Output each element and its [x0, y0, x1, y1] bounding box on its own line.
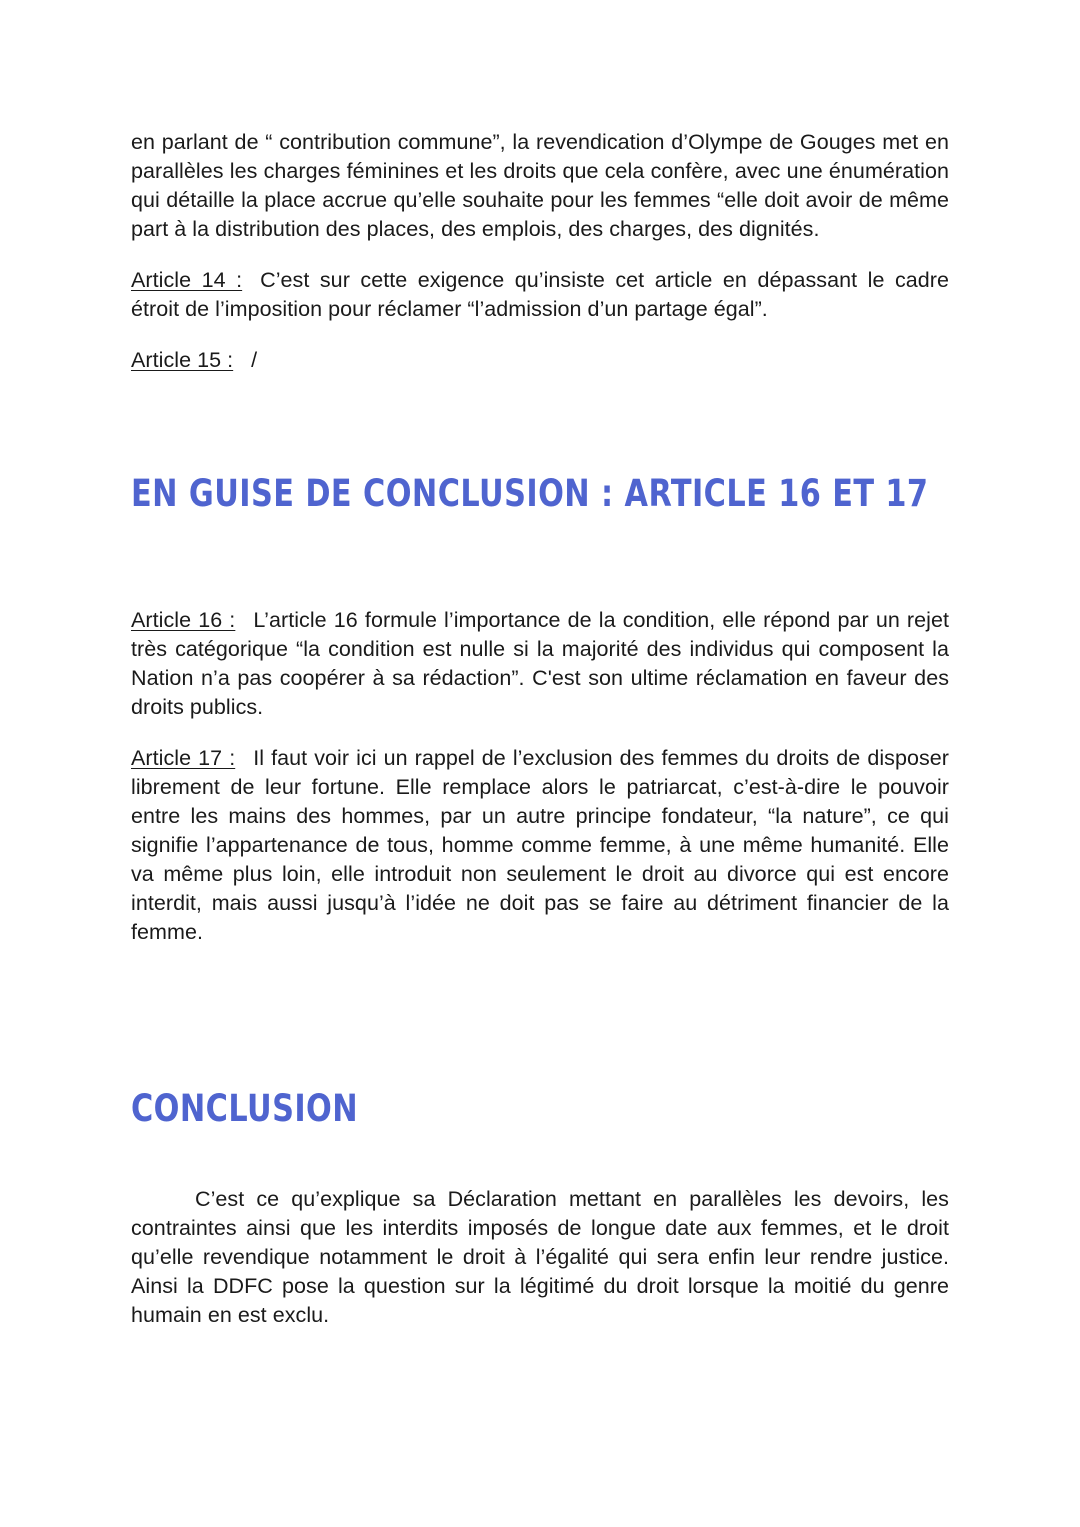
section-heading-article-16-17: EN GUISE DE CONCLUSION : ARTICLE 16 ET 17	[131, 472, 929, 515]
article-17-text: Il faut voir ici un rappel de l’exclusion des femmes du droits de disposer librement de leur fortune. Elle remplace alors le patriarcat, c’est-à-dire le pouvoir entre les mains des hommes, par un autre principe fondateur, “la nature”, ce qui signifie l’appartenance de tous, homme comme femme, à une même humanité. Elle va même plus loin, elle introduit non seulement le droit au divorce qui est encore interdit, mais aussi jusqu’à l’idée ne doit pas se faire au détriment financier de la femme.	[131, 746, 949, 944]
article-16-text: L’article 16 formule l’importance de la condition, elle répond par un rejet très catégorique “la condition est nulle si la majorité des individus qui composent la Nation n’a pas coopérer à sa rédaction”. C'est son ultime réclamation en faveur des droits publics.	[131, 608, 950, 719]
article-14-text: C’est sur cette exigence qu’insiste cet article en dépassant le cadre étroit de l’imposition pour réclamer “l’admission d’un partage égal”.	[131, 268, 949, 321]
article-14-label: Article 14 :	[131, 268, 243, 292]
article-15-text: /	[251, 348, 258, 372]
article-17-paragraph	[131, 744, 949, 947]
document-page	[131, 128, 949, 1330]
article-17-label: Article 17 :	[131, 746, 236, 770]
conclusion-paragraph: C’est ce qu’explique sa Déclaration mettant en parallèles les devoirs, les contraintes ainsi que les interdits imposés de longue date aux femmes, et le droit qu’elle revendique notamment le droit à l’égalité qui sera enfin leur rendre justice. Ainsi la DDFC pose la question sur la légitimé du droit lorsque la moitié du genre humain en est exclu.	[131, 1187, 949, 1327]
article-16-paragraph	[131, 606, 949, 722]
intro-paragraph: en parlant de “ contribution commune”, la revendication d’Olympe de Gouges met en parallèles les charges féminines et les droits que cela confère, avec une énumération qui détaille la place accrue qu’elle souhaite pour les femmes “elle doit avoir de même part à la distribution des places, des emplois, des charges, des dignités.	[131, 130, 949, 241]
article-16-label: Article 16 :	[131, 608, 236, 632]
article-15-paragraph	[131, 346, 949, 375]
article-14-paragraph	[131, 266, 949, 324]
article-15-label: Article 15 :	[131, 348, 234, 372]
section-heading-conclusion: CONCLUSION	[131, 1087, 359, 1130]
